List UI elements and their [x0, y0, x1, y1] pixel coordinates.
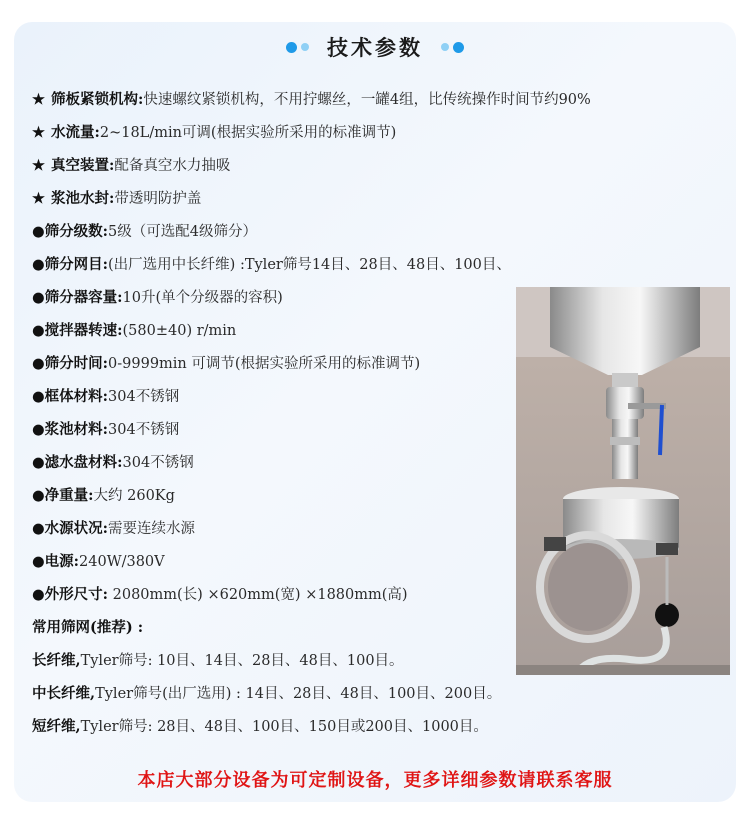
product-photo: [516, 287, 730, 675]
spec-row: [32, 452, 194, 474]
spec-row: [32, 89, 591, 111]
bullet-icon: ●: [32, 487, 45, 504]
screen-label: 长纤维,: [32, 652, 81, 669]
bullet-icon: ●: [32, 322, 45, 339]
spec-label: 真空装置:: [51, 157, 115, 174]
spec-value: 5级（可选配4级筛分）: [108, 224, 257, 240]
spec-label: 框体材料:: [44, 388, 109, 405]
spec-row: [32, 155, 230, 177]
bullet-icon: ●: [32, 388, 45, 405]
star-icon: ★: [32, 124, 45, 141]
spec-value: 2080mm(长) ×620mm(宽) ×1880mm(高): [108, 587, 408, 603]
screen-value: Tyler筛号: 10目、14目、28目、48目、100目。: [80, 653, 404, 669]
spec-row: [32, 584, 408, 606]
spec-label: 筛分器容量:: [44, 289, 123, 306]
bullet-icon: ●: [32, 520, 45, 537]
screen-row: [32, 650, 404, 672]
bullet-icon: ●: [32, 223, 45, 240]
spec-row: [32, 485, 175, 507]
spec-label: 筛分级数:: [44, 223, 109, 240]
screen-label: 短纤维,: [32, 718, 81, 735]
spec-value: 2~18L/min可调(根据实验所采用的标准调节): [99, 125, 397, 141]
spec-value: 配备真空水力抽吸: [114, 158, 231, 174]
spec-row: [32, 254, 511, 276]
spec-label: 外形尺寸:: [44, 586, 109, 603]
screen-value: Tyler筛号: 28目、48目、100目、150目或200目、1000目。: [80, 719, 488, 735]
spec-label: 搅拌器转速:: [44, 322, 123, 339]
screens-heading: 常用筛网(推荐) :: [32, 619, 144, 636]
spec-value: (580±40) r/min: [122, 323, 237, 339]
spec-row: [32, 320, 236, 342]
spec-row: [32, 122, 396, 144]
spec-row: [32, 287, 283, 309]
spec-label: 净重量:: [44, 487, 94, 504]
spec-label: 浆池材料:: [44, 421, 109, 438]
screen-value: Tyler筛号(出厂选用) : 14目、28目、48目、100目、200目。: [95, 686, 502, 702]
spec-value: 快速螺纹紧锁机构，不用拧螺丝，一罐4组，比传统操作时间节约90%: [143, 92, 591, 108]
spec-row: [32, 188, 201, 210]
bullet-icon: ●: [32, 553, 45, 570]
spec-row: [32, 221, 257, 243]
spec-label: 水源状况:: [44, 520, 109, 537]
spec-label: 浆池水封:: [51, 190, 115, 207]
screen-row: [32, 716, 488, 738]
spec-value: 大约 260Kg: [93, 488, 175, 504]
spec-value: 304不锈钢: [122, 455, 194, 471]
star-icon: ★: [32, 157, 45, 174]
spec-value: 10升(单个分级器的容积): [122, 290, 283, 306]
decorative-dots-right-icon: [441, 42, 464, 53]
spec-row: [32, 386, 179, 408]
spec-label: 滤水盘材料:: [44, 454, 123, 471]
spec-row: [32, 518, 195, 540]
decorative-dots-left-icon: [286, 42, 309, 53]
section-header: [0, 24, 750, 70]
bullet-icon: ●: [32, 289, 45, 306]
spec-value: (出厂选用中长纤维) :Tyler筛号14目、28目、48目、100目、: [108, 257, 511, 273]
bullet-icon: ●: [32, 586, 45, 603]
bullet-icon: ●: [32, 355, 45, 372]
footer-notice: 本店大部分设备为可定制设备，更多详细参数请联系客服: [137, 770, 613, 791]
star-icon: ★: [32, 190, 45, 207]
bullet-icon: ●: [32, 421, 45, 438]
spec-value: 240W/380V: [79, 554, 165, 570]
spec-label: 筛分网目:: [44, 256, 109, 273]
spec-row: [32, 419, 179, 441]
bullet-icon: ●: [32, 256, 45, 273]
screen-label: 中长纤维,: [32, 685, 96, 702]
spec-label: 筛分时间:: [44, 355, 109, 372]
section-title: 技术参数: [327, 35, 423, 60]
spec-value: 304不锈钢: [108, 389, 180, 405]
spec-value: 需要连续水源: [108, 521, 196, 537]
star-icon: ★: [32, 91, 45, 108]
spec-label: 水流量:: [51, 124, 100, 141]
spec-value: 0-9999min 可调节(根据实验所采用的标准调节): [108, 356, 421, 372]
spec-label: 电源:: [44, 553, 80, 570]
spec-row: [32, 353, 420, 375]
spec-label: 筛板紧锁机构:: [51, 91, 144, 108]
spec-row: [32, 551, 165, 573]
spec-value: 带透明防护盖: [114, 191, 202, 207]
bullet-icon: ●: [32, 454, 45, 471]
screen-row: [32, 683, 501, 705]
spec-value: 304不锈钢: [108, 422, 180, 438]
